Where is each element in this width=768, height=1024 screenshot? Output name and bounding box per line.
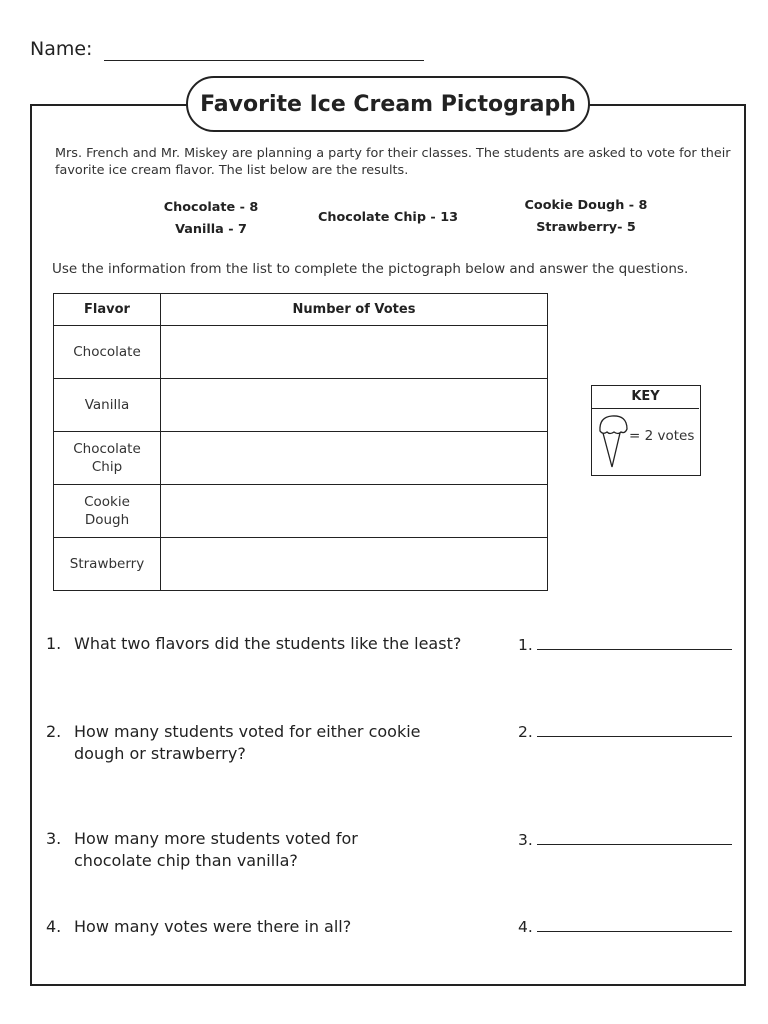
question-text: How many votes were there in all?: [74, 917, 352, 936]
answer-blank[interactable]: [537, 917, 732, 932]
answer-label: 1.: [518, 636, 533, 654]
question-text: How many more students voted for chocolate chip than vanilla?: [74, 829, 358, 870]
results-column-1: [150, 197, 272, 241]
row-label-strawberry: Strawberry: [54, 538, 161, 591]
instructions: Use the information from the list to complete the pictograph below and answer the questions.: [52, 261, 689, 277]
pictograph-table: [53, 293, 548, 591]
ice-cream-cone-icon: [597, 413, 631, 473]
question-number: 3.: [46, 829, 62, 848]
question-2: [46, 721, 486, 765]
answer-1: [518, 635, 732, 654]
question-number: 4.: [46, 917, 62, 936]
row-label-vanilla: Vanilla: [54, 379, 161, 432]
row-label-cookie-dough-text: Cookie Dough: [84, 494, 130, 528]
question-1: [46, 633, 486, 655]
key-title: KEY: [592, 386, 699, 409]
pictograph-key: [591, 385, 701, 476]
result-chocolate: Chocolate - 8: [163, 200, 259, 215]
question-text: What two flavors did the students like the least?: [74, 634, 462, 653]
votes-cell-strawberry[interactable]: [161, 538, 548, 591]
result-cookie-dough: Cookie Dough - 8: [524, 198, 648, 213]
key-value-text: = 2 votes: [629, 428, 695, 444]
question-3: [46, 828, 486, 872]
question-4: [46, 916, 486, 938]
table-row: [54, 538, 548, 591]
question-number: 2.: [46, 722, 62, 741]
votes-cell-chocolate-chip[interactable]: [161, 432, 548, 485]
intro-paragraph: Mrs. French and Mr. Miskey are planning a party for their classes. The students are asked to vote for their favorite ice cream flavor. The list below are the results.: [55, 146, 731, 178]
row-label-chocolate-chip: [54, 432, 161, 485]
question-number: 1.: [46, 634, 62, 653]
results-column-2: [300, 207, 476, 229]
name-label: Name:: [30, 38, 93, 60]
row-label-chocolate: Chocolate: [54, 326, 161, 379]
header-flavor: Flavor: [54, 294, 161, 326]
votes-cell-cookie-dough[interactable]: [161, 485, 548, 538]
page-title: Favorite Ice Cream Pictograph: [186, 76, 590, 132]
votes-cell-vanilla[interactable]: [161, 379, 548, 432]
answer-label: 3.: [518, 831, 533, 849]
answer-blank[interactable]: [537, 635, 732, 650]
answer-label: 2.: [518, 723, 533, 741]
result-strawberry: Strawberry- 5: [536, 220, 636, 235]
row-label-cookie-dough: [54, 485, 161, 538]
votes-cell-chocolate[interactable]: [161, 326, 548, 379]
question-text: How many students voted for either cookie dough or strawberry?: [74, 722, 421, 763]
table-header-row: [54, 294, 548, 326]
table-row: [54, 326, 548, 379]
table-row: [54, 485, 548, 538]
answer-4: [518, 917, 732, 936]
name-blank[interactable]: [104, 60, 424, 61]
header-number-of-votes: Number of Votes: [161, 294, 548, 326]
answer-blank[interactable]: [537, 830, 732, 845]
results-column-3: [510, 195, 662, 239]
answer-3: [518, 830, 732, 849]
result-vanilla: Vanilla - 7: [175, 222, 247, 237]
table-row: [54, 432, 548, 485]
result-chocolate-chip: Chocolate Chip - 13: [317, 210, 459, 225]
answer-2: [518, 722, 732, 741]
table-row: [54, 379, 548, 432]
answer-label: 4.: [518, 918, 533, 936]
answer-blank[interactable]: [537, 722, 732, 737]
row-label-chocolate-chip-text: Chocolate Chip: [73, 441, 141, 475]
